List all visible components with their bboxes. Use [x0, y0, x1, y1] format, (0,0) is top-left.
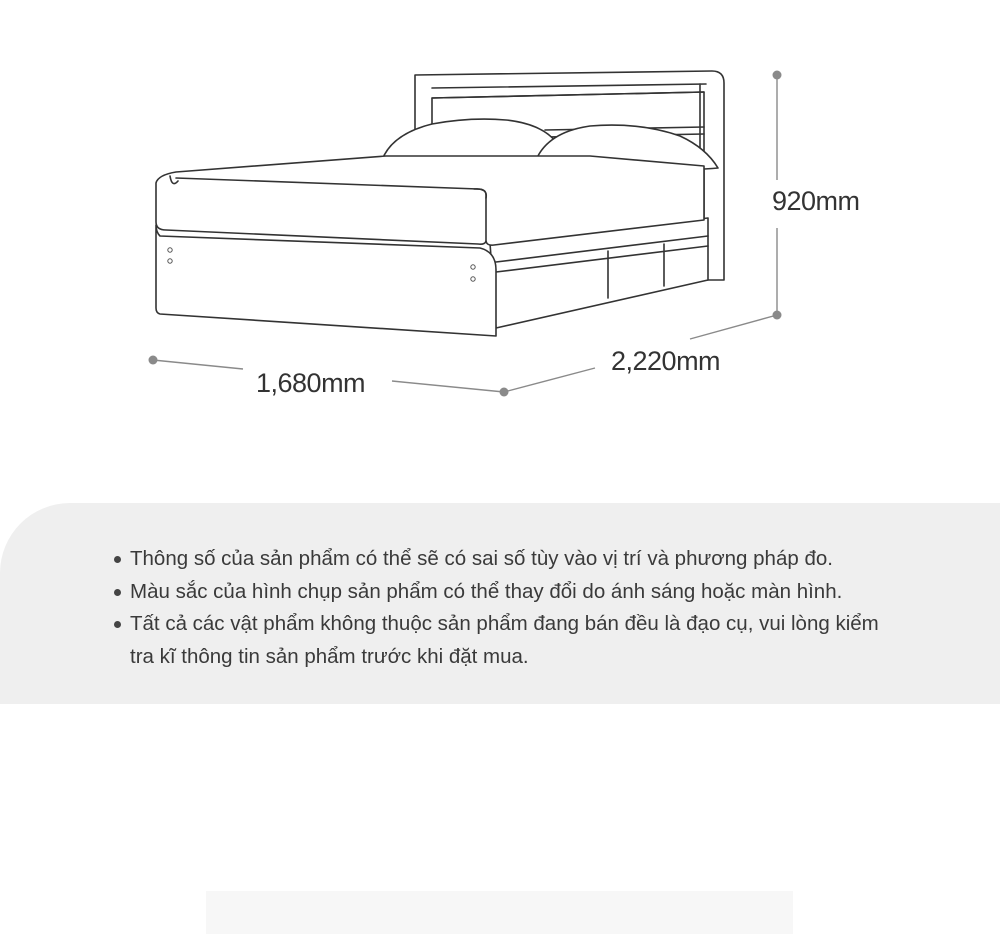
footboard-hole — [471, 277, 475, 281]
note-item: Màu sắc của hình chụp sản phẩm có thể thay đổi do ánh sáng hoặc màn hình. — [112, 576, 892, 609]
notes-list — [112, 543, 892, 673]
notes-panel — [0, 503, 1000, 704]
footboard-hole — [168, 259, 172, 263]
footboard-hole — [471, 265, 475, 269]
width-dim-line — [153, 360, 243, 369]
dim-endpoint — [773, 311, 782, 320]
dim-endpoint — [773, 71, 782, 80]
note-item: Tất cả các vật phẩm không thuộc sản phẩm đang bán đều là đạo cụ, vui lòng kiểm tra kĩ thông tin sản phẩm trước khi đặt mua. — [112, 608, 892, 673]
length-label: 2,220mm — [611, 346, 721, 376]
width-label: 1,680mm — [256, 368, 366, 398]
length-dim-line — [690, 315, 777, 339]
footboard-hole — [168, 248, 172, 252]
length-dim-line — [504, 368, 595, 392]
dim-endpoint — [149, 356, 158, 365]
pillow-back — [382, 119, 557, 160]
height-label: 920mm — [772, 186, 860, 216]
bed-illustration — [0, 0, 1000, 460]
footer-panel — [206, 891, 793, 934]
dim-endpoint — [500, 388, 509, 397]
note-item: Thông số của sản phẩm có thể sẽ có sai số tùy vào vị trí và phương pháp đo. — [112, 543, 892, 576]
bed-dimension-diagram — [0, 0, 1000, 460]
width-dim-line — [392, 381, 504, 392]
